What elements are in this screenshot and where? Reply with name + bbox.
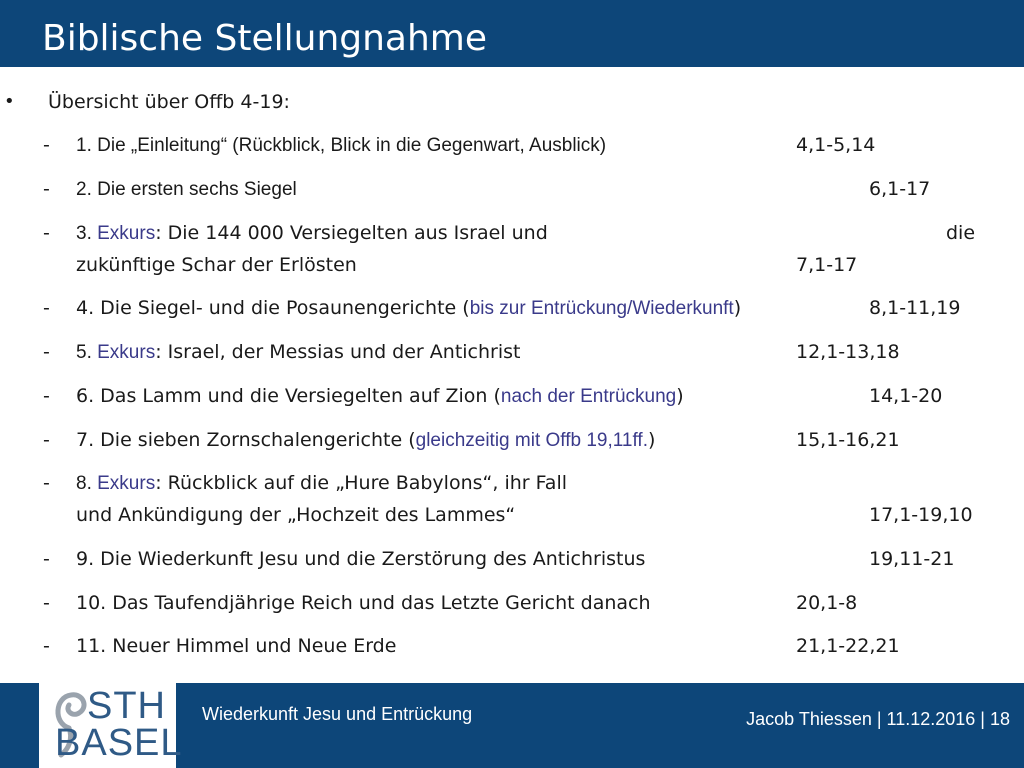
dash-marker: - [43, 635, 50, 657]
ref-9: 19,11-21 [869, 548, 955, 570]
dash-marker: - [43, 472, 50, 494]
header-bar [0, 0, 1024, 67]
ref-10: 20,1-8 [796, 592, 858, 614]
dash-marker: - [43, 178, 50, 200]
ref-2: 6,1-17 [869, 178, 931, 200]
list-item-11: 11. Neuer Himmel und Neue Erde [76, 635, 397, 657]
footer-author-date-page: Jacob Thiessen | 11.12.2016 | 18 [746, 709, 1010, 729]
list-item-4: 4. Die Siegel- und die Posaunengerichte (bis zur Entrückung/Wiederkunft) [76, 297, 742, 319]
dash-marker: - [43, 429, 50, 451]
logo-text-sth: STH [87, 685, 166, 727]
sth-basel-logo [39, 683, 183, 768]
bullet-marker: • [4, 91, 15, 112]
ref-6: 14,1-20 [869, 385, 943, 407]
list-item-8: 8. Exkurs: Rückblick auf die „Hure Babylons“, ihr Fall [76, 472, 567, 494]
dash-marker: - [43, 222, 50, 244]
dash-marker: - [43, 548, 50, 570]
bullet-heading: Übersicht über Offb 4-19: [48, 91, 290, 113]
dash-marker: - [43, 341, 50, 363]
ref-5: 12,1-13,18 [796, 341, 900, 363]
dash-marker: - [43, 134, 50, 156]
ref-1: 4,1-5,14 [796, 134, 876, 156]
list-item-3: 3. Exkurs: Die 144 000 Versiegelten aus Israel und [76, 222, 548, 244]
list-item-9: 9. Die Wiederkunft Jesu und die Zerstörung des Antichristus [76, 548, 646, 570]
dash-marker: - [43, 592, 50, 614]
list-item-5: 5. Exkurs: Israel, der Messias und der Antichrist [76, 341, 521, 363]
footer-presentation-title: Wiederkunft Jesu und Entrückung [202, 704, 473, 724]
ref-3: 7,1-17 [796, 254, 858, 276]
list-item-3-line2: zukünftige Schar der Erlösten [76, 254, 357, 276]
ref-4: 8,1-11,19 [869, 297, 961, 319]
list-item-10: 10. Das Taufendjährige Reich und das Letzte Gericht danach [76, 592, 651, 614]
dash-marker: - [43, 297, 50, 319]
list-item-3-tail: die [946, 222, 976, 244]
list-item-8-line2: und Ankündigung der „Hochzeit des Lammes“ [76, 504, 516, 526]
dash-marker: - [43, 385, 50, 407]
list-item-6: 6. Das Lamm und die Versiegelten auf Zion (nach der Entrückung) [76, 385, 684, 407]
logo-text-basel: BASEL [55, 722, 183, 764]
list-item-2: 2. Die ersten sechs Siegel [76, 179, 297, 200]
list-item-1: 1. Die „Einleitung“ (Rückblick, Blick in die Gegenwart, Ausblick) [76, 135, 607, 156]
ref-11: 21,1-22,21 [796, 635, 900, 657]
page-title: Biblische Stellungnahme [42, 18, 488, 59]
list-item-7: 7. Die sieben Zornschalengerichte (gleichzeitig mit Offb 19,11ff.) [76, 429, 656, 451]
ref-8: 17,1-19,10 [869, 504, 973, 526]
ref-7: 15,1-16,21 [796, 429, 900, 451]
